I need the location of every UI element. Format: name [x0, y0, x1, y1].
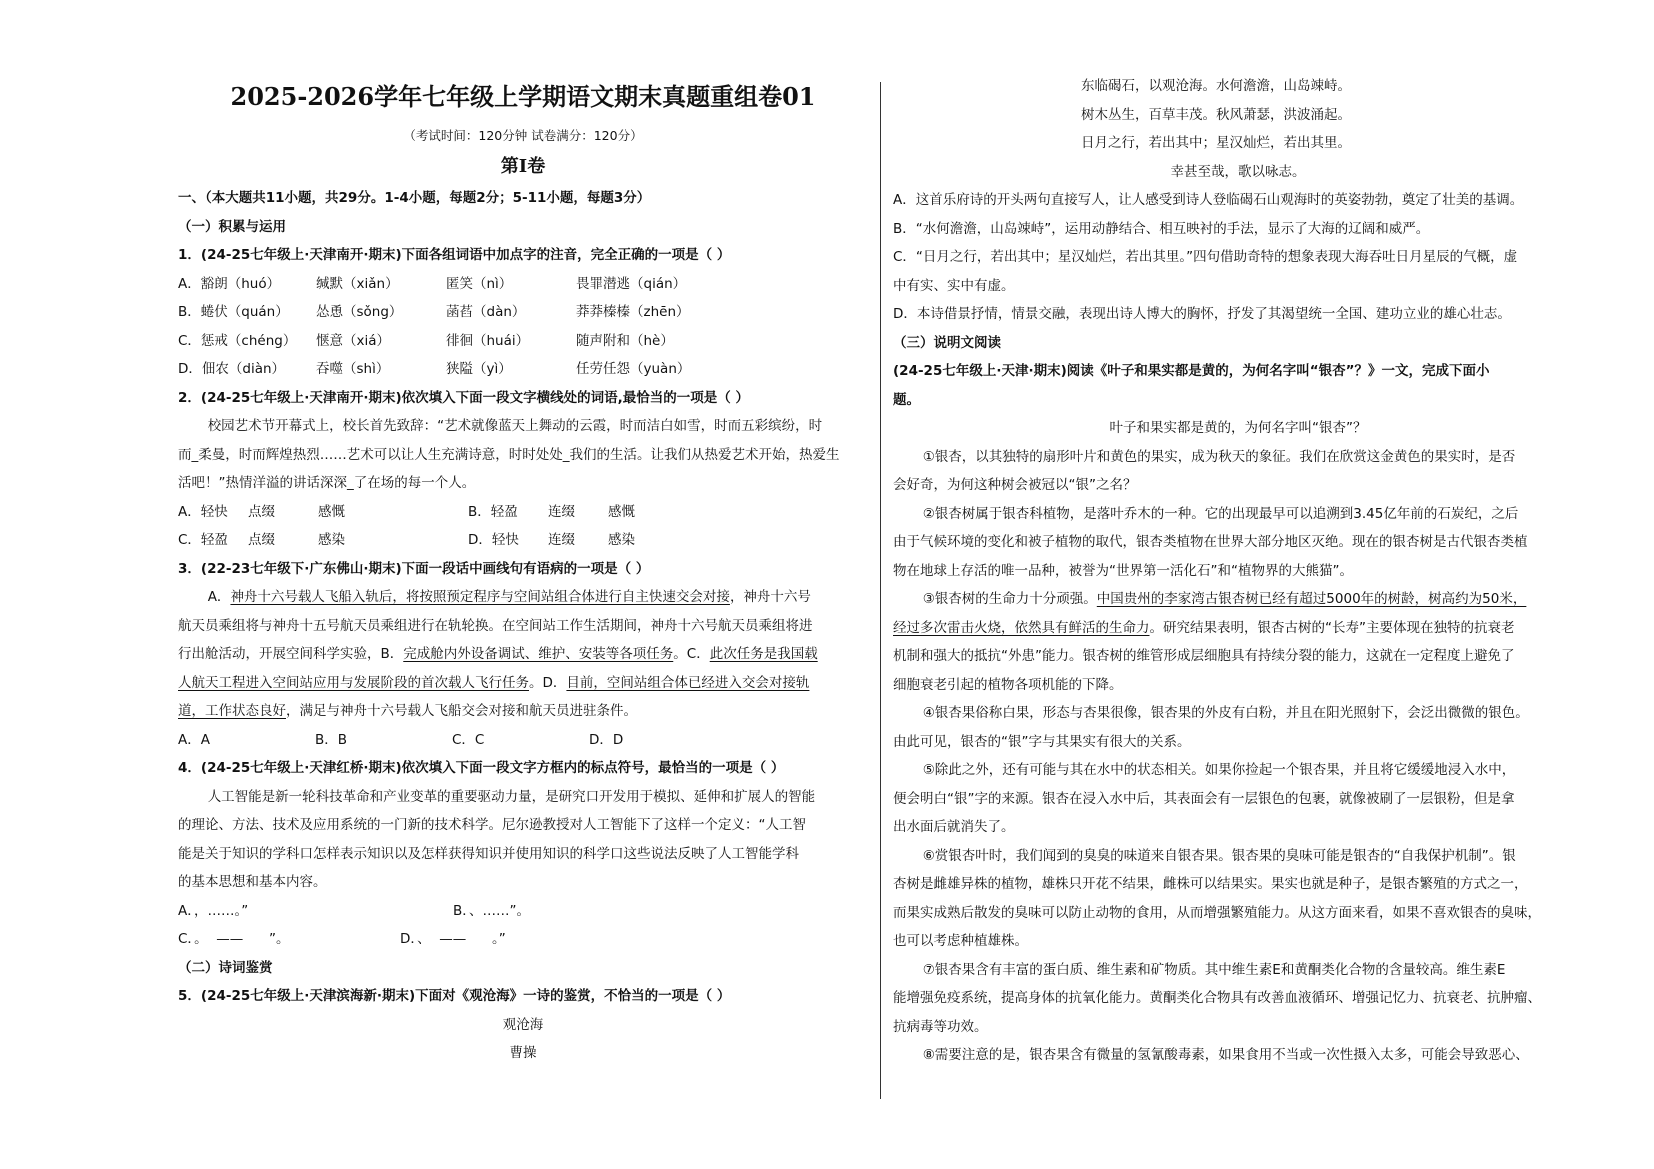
q3-passage-line: 航天员乘组将与神舟十五号航天员乘组进行在轨轮换。在空间站工作生活期间，神舟十六号航天员乘组将进	[178, 617, 813, 634]
q4-passage-line: 的基本思想和基本内容。	[178, 874, 327, 890]
part-heading-3: （三）说明文阅读	[893, 334, 1001, 351]
article-paragraph: 也可以考虑种植雄株。	[893, 933, 1028, 949]
q3-option-c: C．C	[452, 731, 485, 748]
q2-b-3: 感慨	[608, 503, 635, 520]
column-divider	[880, 82, 881, 1099]
q3-passage-line	[178, 640, 868, 669]
q4-option-c: C．。 —— ”。	[178, 931, 290, 947]
q5-option-c: C．“日月之行，若出其中；星汉灿烂，若出其里。”四句借助奇特的想象表现大海吞吐日月星辰的气概，虚	[893, 249, 1518, 265]
q4-option-row	[178, 897, 868, 926]
part-heading-1: （一）积累与运用	[178, 218, 286, 235]
q2-b-2: 连缀	[548, 503, 575, 520]
q1-b-3: 菡萏（dàn）	[446, 304, 526, 320]
q4-passage-line: 能是关于知识的学科口怎样表示知识以及怎样获得知识并使用知识的科学口这些说法反映了人工智能学科	[178, 845, 799, 862]
left-column	[178, 62, 868, 1068]
q3-passage-line	[178, 583, 868, 612]
q1-a-3: 匿笑（nì）	[446, 275, 513, 292]
q2-b-1: B．轻盈	[468, 503, 518, 520]
q5-option-d: D．本诗借景抒情，情景交融，表现出诗人博大的胸怀，抒发了其渴望统一全国、建功立业的雄心壮志。	[893, 306, 1511, 322]
question-4-stem: 4．(24-25七年级上·天津红桥·期末)依次填入下面一段文字方框内的标点符号，最恰当的一项是（ ）	[178, 760, 785, 776]
article-paragraph: 抗病毒等功效。	[893, 1018, 988, 1035]
q4-passage-line: 的理论、方法、技术及应用系统的一门新的技术科学。尼尔逊教授对人工智能下了这样一个定义：“人工智	[178, 817, 806, 833]
q1-c-4: 随声附和（hè）	[576, 332, 674, 349]
q5-option-a: A．这首乐府诗的开头两句直接写人，让人感受到诗人登临碣石山观海时的英姿勃勃，奠定了壮美的基调。	[893, 192, 1524, 208]
q1-b-2: 怂恿（sǒng）	[316, 304, 403, 320]
q3-passage-line	[178, 669, 868, 698]
q1-d-4: 任劳任怨（yuàn）	[576, 361, 691, 377]
article-paragraph: 出水面后就消失了。	[893, 819, 1015, 835]
q1-a-1: A．豁朗（huó）	[178, 275, 281, 292]
q4-option-b: B．、……”。	[453, 902, 531, 919]
poem-line: 日月之行，若出其中；星汉灿烂，若出其里。	[1081, 135, 1351, 151]
question-5-stem: 5．(24-25七年级上·天津滨海新·期末)下面对《观沧海》一诗的鉴赏，不恰当的一项是（ ）	[178, 988, 731, 1004]
article-paragraph: 便会明白“银”字的来源。银杏在浸入水中后，其表面会有一层银色的包裹，就像被刷了一层银粉，但是拿	[893, 790, 1515, 807]
q5-option-b: B．“水何澹澹，山岛竦峙”，运用动静结合、相互映衬的手法，显示了大海的辽阔和威严。	[893, 220, 1430, 237]
q3-sentence-d: 目前，空间站组合体已经进入交会对接轨	[566, 674, 810, 691]
article-paragraph: 能增强免疫系统，提高身体的抗氧化能力。黄酮类化合物具有改善血液循环、增强记忆力、抗衰老、抗肿瘤、	[893, 990, 1541, 1006]
q2-option-row	[178, 526, 868, 555]
article-paragraph: ①银杏，以其独特的扇形叶片和黄色的果实，成为秋天的象征。我们在欣赏这金黄色的果实时，是否	[922, 448, 1516, 465]
q3-option-row	[178, 726, 868, 755]
q1-b-1: B．蜷伏（quán）	[178, 304, 289, 320]
q2-d-2: 连缀	[548, 532, 575, 548]
q3-option-b: B．B	[315, 731, 348, 748]
q1-option-row	[178, 327, 868, 356]
exam-info: （考试时间：120分钟 试卷满分：120分）	[403, 128, 643, 143]
question-3-stem: 3．(22-23七年级下·广东佛山·期末)下面一段话中画线句有语病的一项是（ ）	[178, 560, 650, 577]
q2-c-3: 感染	[318, 532, 345, 548]
q1-option-row	[178, 298, 868, 327]
article-paragraph: 物在地球上存活的唯一品种，被誉为“世界第一活化石”和“植物界的大熊猫”。	[893, 562, 1353, 579]
article-paragraph: ⑤除此之外，还有可能与其在水中的状态相关。如果你捡起一个银杏果，并且将它缓缓地浸入水中，	[922, 762, 1516, 778]
article-paragraph: ⑧需要注意的是，银杏果含有微量的氢氰酸毒素，如果食用不当或一次性摄入太多，可能会导致恶心、	[922, 1047, 1529, 1063]
q3-sentence-a: 神舟十六号载人飞船入轨后，将按照预定程序与空间站组合体进行自主快速交会对接	[230, 589, 730, 605]
article-paragraph: 由于气候环境的变化和被子植物的取代，银杏类植物在世界大部分地区灭绝。现在的银杏树是古代银杏类植	[893, 534, 1528, 550]
q1-a-4: 畏罪潜逃（qián）	[576, 275, 687, 292]
section-heading: 一、（本大题共11小题，共29分。1-4小题，每题2分；5-11小题，每题3分）	[178, 190, 651, 206]
q3-label-a: A．	[207, 589, 231, 605]
q2-d-3: 感染	[608, 532, 635, 548]
article-paragraph: ②银杏树属于银杏科植物，是落叶乔木的一种。它的出现最早可以追溯到3.45亿年前的石炭纪，之后	[922, 505, 1519, 522]
q3-text: ，神舟十六号	[729, 589, 811, 605]
q2-passage-line: 活吧！”热情洋溢的讲话深深_了在场的每一个人。	[178, 475, 476, 491]
q1-option-row	[178, 270, 868, 299]
q3-option-a: A．A	[178, 731, 210, 748]
q2-a-3: 感慨	[318, 503, 345, 520]
article-paragraph: 会好奇，为何这种树会被冠以“银”之名？	[893, 477, 1137, 493]
q3-sentence-c: 此次任务是我国载	[709, 646, 818, 662]
q4-passage-line: 人工智能是新一轮科技革命和产业变革的重要驱动力量，是研究口开发用于模拟、延伸和扩展人的智能	[207, 788, 816, 805]
article-paragraph: 机制和强大的抵抗“外患”能力。银杏树的维管形成层细胞具有持续分裂的能力，这就在一定程度上避免了	[893, 648, 1515, 664]
q4-option-a: A．，……。”	[178, 902, 249, 919]
q1-b-4: 莽莽榛榛（zhēn）	[576, 304, 690, 320]
article-paragraph	[893, 614, 1583, 643]
q1-d-1: D．佃农（diàn）	[178, 361, 286, 377]
question-1-stem: 1．(24-25七年级上·天津南开·期末)下面各组词语中加点字的注音，完全正确的一项是（ ）	[178, 247, 731, 263]
q3-passage-line	[178, 697, 868, 726]
q3-label-d: 。D．	[529, 674, 567, 691]
poem-line: 东临碣石，以观沧海。水何澹澹，山岛竦峙。	[1081, 78, 1351, 94]
q3-sentence-c-cont: 人航天工程进入空间站应用与发展阶段的首次载人飞行任务	[178, 674, 529, 691]
article-paragraph: 由此可见，银杏的“银”字与其果实有很大的关系。	[893, 733, 1191, 750]
right-column	[893, 72, 1583, 1070]
q4-option-d: D．、 —— 。”	[400, 931, 506, 947]
q3-label-c: 。C．	[673, 646, 710, 662]
q2-passage-line: 而_柔曼，时而辉煌热烈……艺术可以让人生充满诗意，时时处处_我们的生活。让我们从热爱艺术开始，热爱生	[178, 446, 840, 463]
article-paragraph: ⑦银杏果含有丰富的蛋白质、维生素和矿物质。其中维生素E和黄酮类化合物的含量较高。维生素E	[922, 961, 1506, 978]
reading-intro-cont: 题。	[893, 391, 920, 408]
q3-text: ，满足与神舟十六号载人飞船交会对接和航天员进驻条件。	[286, 703, 637, 719]
poem-author: 曹操	[509, 1045, 537, 1061]
article-text: ③银杏树的生命力十分顽强。	[922, 591, 1097, 607]
q2-a-2: 点缀	[248, 503, 275, 520]
q1-d-3: 狭隘（yì）	[446, 361, 512, 377]
article-text: 。研究结果表明，银杏古树的“长寿”主要体现在独特的抗衰老	[1149, 619, 1515, 636]
q2-c-2: 点缀	[248, 532, 275, 548]
article-title: 叶子和果实都是黄的，为何名字叫“银杏”？	[1109, 420, 1367, 436]
q3-sentence-d-cont: 道，工作状态良好	[178, 703, 286, 719]
q2-a-1: A．轻快	[178, 503, 228, 520]
q1-d-2: 吞噬（shì）	[316, 361, 390, 377]
q1-c-3: 徘徊（huái）	[446, 332, 530, 349]
article-underlined-sentence-cont: 经过多次雷击火烧，依然具有鲜活的生命力	[893, 619, 1150, 636]
q2-c-1: C．轻盈	[178, 532, 228, 548]
q3-sentence-b: 完成舱内外设备调试、维护、安装等各项任务	[403, 646, 674, 662]
q4-option-row	[178, 925, 868, 954]
reading-intro: (24-25七年级上·天津·期末)阅读《叶子和果实都是黄的，为何名字叫“银杏”？》一文，完成下面小	[893, 363, 1490, 379]
q2-option-row	[178, 498, 868, 527]
q1-a-2: 缄默（xiǎn）	[316, 275, 399, 292]
article-paragraph	[893, 585, 1583, 614]
article-paragraph: 而果实成熟后散发的臭味可以防止动物的食用，从而增强繁殖能力。从这方面来看，如果不喜欢银杏的臭味，	[893, 904, 1541, 921]
q1-option-row	[178, 355, 868, 384]
q3-option-d: D．D	[589, 731, 624, 748]
poem-title: 观沧海	[502, 1016, 544, 1033]
q1-c-1: C．惩戒（chéng）	[178, 332, 297, 349]
page-title: 2025-2026学年七年级上学期语文期末真题重组卷01	[230, 82, 816, 111]
q2-d-1: D．轻快	[468, 532, 519, 548]
article-paragraph: ④银杏果俗称白果，形态与杏果很像，银杏果的外皮有白粉，并且在阳光照射下，会泛出微微的银色。	[922, 705, 1529, 721]
volume-heading: 第Ⅰ卷	[500, 156, 546, 177]
article-paragraph: ⑥赏银杏叶时，我们闻到的臭臭的味道来自银杏果。银杏果的臭味可能是银杏的“自我保护机制”。银	[922, 847, 1516, 864]
part-heading-2: （二）诗词鉴赏	[178, 959, 273, 976]
article-paragraph: 杏树是雌雄异株的植物，雄株只开花不结果，雌株可以结果实。果实也就是种子，是银杏繁殖的方式之一，	[893, 876, 1528, 892]
poem-line: 幸甚至哉，歌以咏志。	[1170, 163, 1306, 180]
q5-option-c-cont: 中有实、实中有虚。	[893, 277, 1015, 294]
question-2-stem: 2．(24-25七年级上·天津南开·期末)依次填入下面一段文字横线处的词语,最恰当的一项是（ ）	[178, 389, 749, 406]
article-paragraph: 细胞衰老引起的植物各项机能的下降。	[893, 676, 1123, 693]
q3-text: 行出舱活动，开展空间科学实验，B．	[178, 646, 404, 662]
poem-line: 树木丛生，百草丰茂。秋风萧瑟，洪波涌起。	[1081, 106, 1351, 123]
q2-passage-line: 校园艺术节开幕式上，校长首先致辞：“艺术就像蓝天上舞动的云霞，时而洁白如雪，时而五彩缤纷，时	[207, 418, 823, 434]
q1-c-2: 惬意（xiá）	[316, 332, 391, 349]
article-underlined-sentence: 中国贵州的李家湾古银杏树已经有超过5000年的树龄，树高约为50米，	[1096, 591, 1527, 607]
